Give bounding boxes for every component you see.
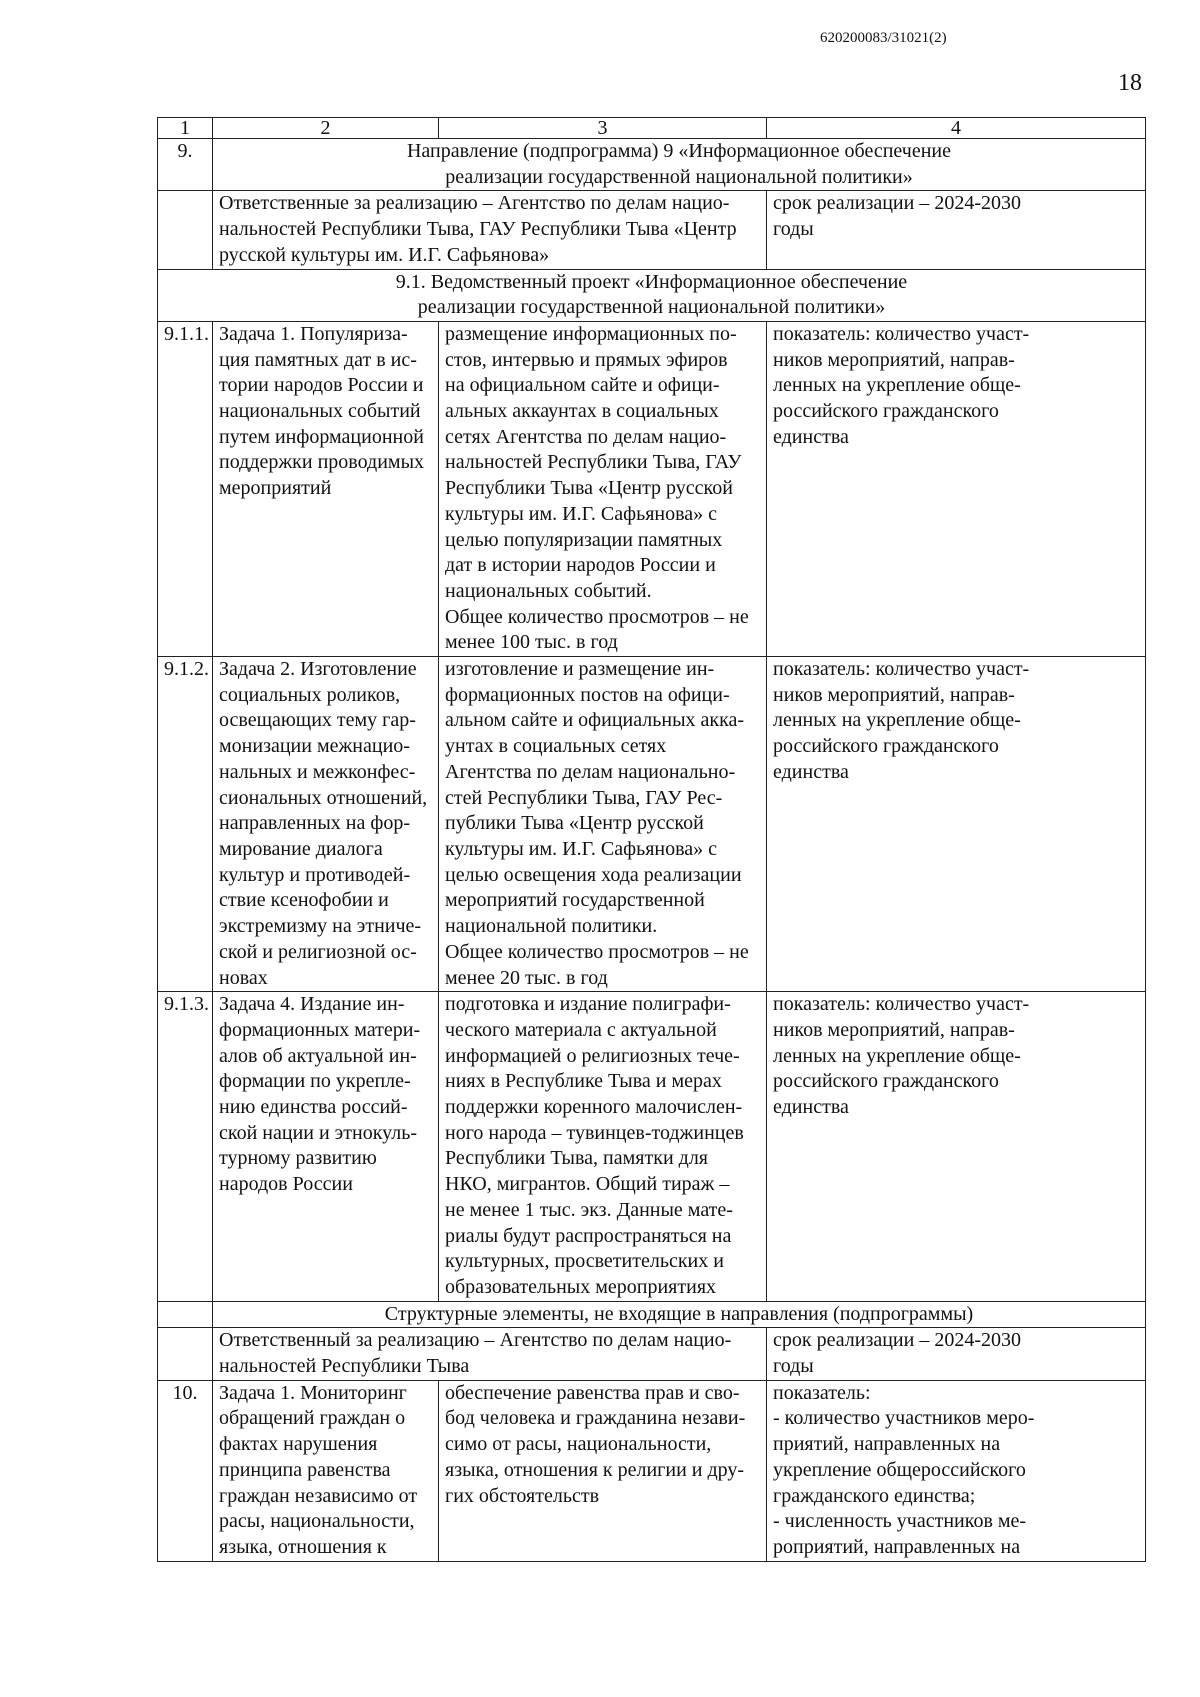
row-number: 9.1.1. — [158, 321, 213, 656]
task-cell: Задача 2. Изготовление социальных роликов, освещающих тему гар- монизации межнацио- нальных и межконфес- сиональных отношений, направленных на фор- мирование диалога культур и противодей- ствие ксенофобии и экстремизму на этниче- ской и религиозной ос- новах — [213, 657, 439, 992]
section-9-title: Направление (подпрограмма) 9 «Информационное обеспечение реализации государственной национальной политики» — [213, 139, 1146, 191]
indicator-cell: показатель: количество участ- ников мероприятий, направ- ленных на укрепление обще- российского гражданского единства — [767, 657, 1146, 992]
header-col-2: 2 — [213, 118, 439, 139]
empty-cell — [158, 1301, 213, 1328]
activity-cell: подготовка и издание полиграфи- ческого материала с актуальной информацией о религиозных тече- ниях в Республике Тыва и мерах поддержки коренного малочислен- ного народа – тувинцев-тоджинцев Республики Тыва, памятки для НКО, мигрантов. Общий тираж – не менее 1 тыс. экз. Данные мате- риалы будут распространяться на культурных, просветительских и образовательных мероприятиях — [439, 992, 767, 1301]
project-9-1-row — [158, 269, 1146, 321]
table-row — [158, 992, 1146, 1301]
indicator-cell: показатель: количество участ- ников мероприятий, направ- ленных на укрепление обще- российского гражданского единства — [767, 321, 1146, 656]
indicator-cell: показатель: количество участ- ников мероприятий, направ- ленных на укрепление обще- российского гражданского единства — [767, 992, 1146, 1301]
empty-cell — [158, 191, 213, 269]
table-row — [158, 1380, 1146, 1561]
activity-cell: изготовление и размещение ин- формационных постов на офици- альном сайте и официальных акка- унтах в социальных сетях Агентства по делам национально- стей Республики Тыва, ГАУ Рес- публики Тыва «Центр русской культуры им. И.Г. Сафьянова» с целью освещения хода реализации мероприятий государственной национальной политики. Общее количество просмотров – не менее 20 тыс. в год — [439, 657, 767, 992]
page-number: 18 — [1118, 70, 1142, 96]
program-table — [157, 117, 1146, 1562]
task-cell: Задача 1. Популяриза- ция памятных дат в ис- тории народов России и национальных событий путем информационной поддержки проводимых мероприятий — [213, 321, 439, 656]
header-col-3: 3 — [439, 118, 767, 139]
indicator-cell: показатель: - количество участников меро- приятий, направленных на укрепление общероссийского гражданского единства; - численность участников ме- роприятий, направленных на — [767, 1380, 1146, 1561]
section-9-term: срок реализации – 2024-2030 годы — [767, 191, 1146, 269]
activity-cell: обеспечение равенства прав и сво- бод человека и гражданина незави- симо от расы, национальности, языка, отношения к религии и дру- гих обстоятельств — [439, 1380, 767, 1561]
header-col-4: 4 — [767, 118, 1146, 139]
structural-term: срок реализации – 2024-2030 годы — [767, 1328, 1146, 1380]
section-9-responsible: Ответственные за реализацию – Агентство по делам нацио- нальностей Республики Тыва, ГАУ Республики Тыва «Центр русской культуры им. И.Г. Сафьянова» — [213, 191, 767, 269]
header-col-1: 1 — [158, 118, 213, 139]
document-code: 620200083/31021(2) — [820, 30, 947, 46]
row-number: 9.1.2. — [158, 657, 213, 992]
section-9-number: 9. — [158, 139, 213, 191]
structural-elements-row — [158, 1301, 1146, 1328]
structural-responsible: Ответственный за реализацию – Агентство по делам нацио- нальностей Республики Тыва — [213, 1328, 767, 1380]
task-cell: Задача 4. Издание ин- формационных матери- алов об актуальной ин- формации по укрепле- нию единства россий- ской нации и этнокуль- турному развитию народов России — [213, 992, 439, 1301]
row-number: 10. — [158, 1380, 213, 1561]
structural-elements-title: Структурные элементы, не входящие в направления (подпрограммы) — [213, 1301, 1146, 1328]
section-9-title-row — [158, 139, 1146, 191]
structural-responsible-row — [158, 1328, 1146, 1380]
table-row — [158, 657, 1146, 992]
row-number: 9.1.3. — [158, 992, 213, 1301]
section-9-responsible-row — [158, 191, 1146, 269]
table-row — [158, 321, 1146, 656]
header-row — [158, 118, 1146, 139]
activity-cell: размещение информационных по- стов, интервью и прямых эфиров на официальном сайте и офици- альных аккаунтах в социальных сетях Агентства по делам нацио- нальностей Республики Тыва, ГАУ Республики Тыва «Центр русской культуры им. И.Г. Сафьянова» с целью популяризации памятных дат в истории народов России и национальных событий. Общее количество просмотров – не менее 100 тыс. в год — [439, 321, 767, 656]
task-cell: Задача 1. Мониторинг обращений граждан о фактах нарушения принципа равенства граждан независимо от расы, национальности, языка, отношения к — [213, 1380, 439, 1561]
project-9-1-title: 9.1. Ведомственный проект «Информационное обеспечение реализации государственной национальной политики» — [158, 269, 1146, 321]
empty-cell — [158, 1328, 213, 1380]
